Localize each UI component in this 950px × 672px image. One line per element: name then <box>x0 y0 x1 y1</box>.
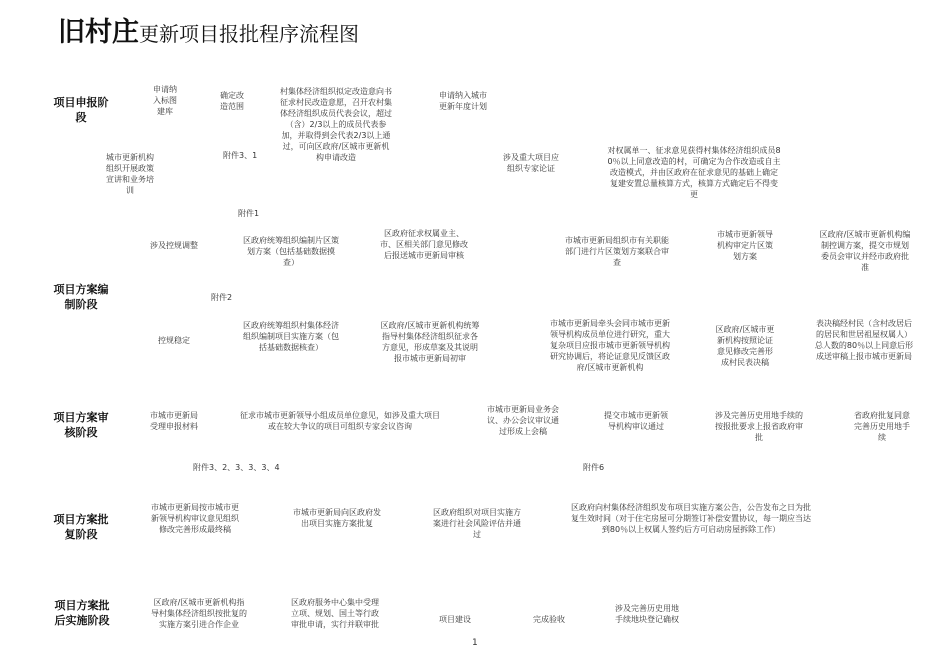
attachment-label: 附件2 <box>211 293 233 302</box>
step-regulatory-adjustment: 涉及控规调整 <box>150 241 198 250</box>
step-implementation-plan: 区政府统筹组织村集体经济组织编制项目实施方案（包括基础数据核查） <box>243 321 339 352</box>
step-area-planning: 区政府统筹组织编制片区策划方案（包括基础数据摸查） <box>243 236 339 267</box>
step-construction: 项目建设 <box>439 615 471 624</box>
step-member-consultation: 征求市城市更新领导小组成员单位意见，如涉及重大项目或在较大争议的项目可组织专家会议咨询 <box>240 411 440 431</box>
step-expert-review: 涉及重大项目应组织专家论证 <box>503 153 559 173</box>
page-title <box>58 10 359 49</box>
step-submission-draft: 表决稿经村民（含村改居后的居民和世居祖屋权属人）总人数的80％以上同意后形成送审稿上报市城市更新局 <box>814 319 914 361</box>
step-partner-introduction: 区政府/区城市更新机构指导村集体经济组织按批复的实施方案引进合作企业 <box>151 598 247 629</box>
title-main: 旧村庄 <box>58 17 139 48</box>
step-plan-approval: 市城市更新局向区政府发出项目实施方案批复 <box>293 508 381 528</box>
step-control-plan: 区政府/区城市更新机构编制控调方案，提交市规划委员会审议并经市政府批准 <box>819 230 911 272</box>
step-mode-confirmation: 对权属单一、征求意见获得村集体经济组织成员80％以上同意改造的村，可确定为合作改造或自主改造模式，并由区政府在征求意见的基础上确定复建安置总量核算方式，核算方式确定后不得变更 <box>607 146 781 199</box>
step-risk-assessment: 区政府组织对项目实施方案进行社会风险评估并通过 <box>433 508 521 539</box>
step-draft-preliminary-review: 区政府/区城市更新机构统筹指导村集体经济组织征求各方意见，形成草案及其说明报市城市更新局初审 <box>380 321 480 363</box>
step-define-scope: 确定改造范围 <box>220 91 244 111</box>
step-leadership-review: 提交市城市更新领导机构审议通过 <box>604 411 668 431</box>
stage-label-implement: 项目方案批后实施阶段 <box>54 599 110 627</box>
step-plan-announcement: 区政府向村集体经济组织发布项目实施方案公告，公告发布之日为批复生效时间（对于住宅房屋可分期签订补偿安置协议，每一期应当达到80％以上权属人签约后方可启动房屋拆除工作） <box>571 503 811 534</box>
step-province-approval: 省政府批复同意完善历史用地手续 <box>854 411 910 442</box>
step-policy-training: 城市更新机构组织开展政策宣讲和业务培训 <box>106 153 154 195</box>
step-joint-review: 市城市更新局组织市有关职能部门进行片区策划方案联合审查 <box>565 236 669 267</box>
step-annual-plan: 申请纳入城市更新年度计划 <box>439 91 487 111</box>
attachment-label: 附件6 <box>583 463 605 472</box>
step-meeting-review: 市城市更新局业务会议、办公会议审议通过形成上会稿 <box>487 405 559 436</box>
step-regulatory-stable: 控规稳定 <box>158 336 190 345</box>
step-coordination-feedback: 市城市更新局牵头会同市城市更新领导机构成员单位进行研究，重大复杂项目应报市城市更新领导机构研究协调后，将论证意见反馈区政府/区城市更新机构 <box>550 319 670 372</box>
stage-label-approve: 项目方案批复阶段 <box>53 513 109 541</box>
step-completion-acceptance: 完成验收 <box>533 615 565 624</box>
stage-label-compile: 项目方案编制阶段 <box>53 283 109 311</box>
step-registration: 涉及完善历史用地手续地块登记确权 <box>615 604 679 624</box>
title-sub: 更新项目报批程序流程图 <box>139 22 359 46</box>
stage-label-apply: 项目申报阶段 <box>53 96 109 124</box>
attachment-label: 附件3、2、3、3、3、4 <box>193 463 280 472</box>
step-province-submission: 涉及完善历史用地手续的按报批要求上报省政府审批 <box>715 411 803 442</box>
attachment-label: 附件3、1 <box>223 151 258 160</box>
step-opinion-solicitation: 区政府征求权属业主、市、区相关部门意见修改后报送城市更新局审核 <box>380 229 468 260</box>
step-accept-materials: 市城市更新局受理申报材料 <box>150 411 198 431</box>
attachment-label: 附件1 <box>238 209 260 218</box>
stage-label-review: 项目方案审核阶段 <box>53 411 109 439</box>
step-collect-villager-opinion: 村集体经济组织拟定改造意向书征求村民改造意愿，召开农村集体经济组织成员代表会议，超过（含）2/3以上的成员代表参加，并取得到会代表2/3以上通过，可向区政府/区城市更新机构申请改造 <box>280 87 392 162</box>
step-final-draft: 市城市更新局按市城市更新领导机构审议意见组织修改完善形成最终稿 <box>151 503 239 534</box>
page-number: 1 <box>472 638 478 648</box>
step-villager-vote-draft: 区政府/区城市更新机构按照论证意见修改完善形成村民表决稿 <box>715 325 775 367</box>
step-leadership-approval: 市城市更新领导机构审定片区策划方案 <box>717 230 773 261</box>
step-apply-mapping: 申请纳入标图建库 <box>153 85 177 116</box>
step-parallel-approval: 区政府服务中心集中受理立项、规划、国土等行政审批申请，实行并联审批 <box>291 598 379 629</box>
